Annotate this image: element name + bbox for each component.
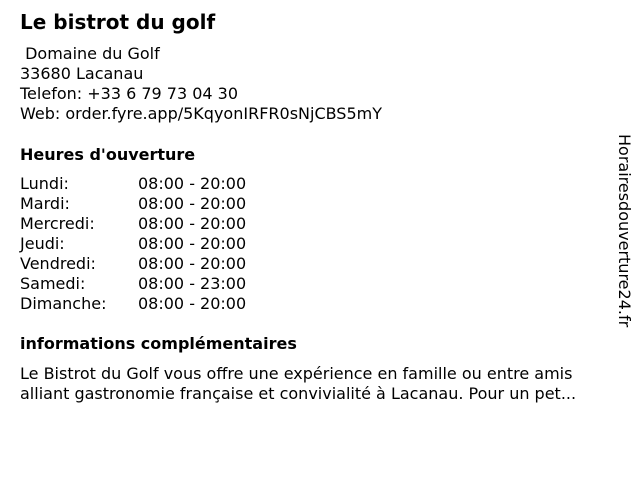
address-block — [20, 44, 382, 124]
phone-line: Telefon: +33 6 79 73 04 30 — [20, 84, 239, 103]
address-line-1: Domaine du Golf — [20, 44, 160, 63]
hours-row-tuesday — [20, 194, 246, 214]
business-name: Le bistrot du golf — [20, 10, 216, 34]
hours-row-thursday — [20, 234, 246, 254]
site-watermark: Horairesdouverture24.fr — [615, 134, 634, 328]
hours-table — [20, 174, 246, 314]
day-label: Vendredi: — [20, 254, 96, 273]
hours-row-sunday — [20, 294, 246, 314]
time-range: 08:00 - 20:00 — [138, 174, 247, 193]
time-range: 08:00 - 20:00 — [138, 194, 247, 213]
day-label: Dimanche: — [20, 294, 107, 313]
day-label: Samedi: — [20, 274, 86, 293]
description — [20, 364, 626, 404]
time-range: 08:00 - 20:00 — [138, 294, 247, 313]
hours-row-wednesday — [20, 214, 246, 234]
day-label: Mercredi: — [20, 214, 95, 233]
day-label: Mardi: — [20, 194, 70, 213]
web-line: Web: order.fyre.app/5KqyonIRFR0sNjCBS5mY — [20, 104, 382, 123]
hours-row-monday — [20, 174, 246, 194]
time-range: 08:00 - 20:00 — [138, 214, 247, 233]
description-line-2: alliant gastronomie française et convivialité à Lacanau. Pour un pet... — [20, 384, 577, 403]
address-line-2: 33680 Lacanau — [20, 64, 144, 83]
time-range: 08:00 - 20:00 — [138, 234, 247, 253]
hours-heading: Heures d'ouverture — [20, 145, 196, 164]
description-line-1: Le Bistrot du Golf vous offre une expérience en famille ou entre amis — [20, 364, 573, 383]
time-range: 08:00 - 20:00 — [138, 254, 247, 273]
hours-row-friday — [20, 254, 246, 274]
info-heading: informations complémentaires — [20, 334, 297, 353]
day-label: Jeudi: — [20, 234, 65, 253]
time-range: 08:00 - 23:00 — [138, 274, 247, 293]
day-label: Lundi: — [20, 174, 69, 193]
hours-row-saturday — [20, 274, 246, 294]
